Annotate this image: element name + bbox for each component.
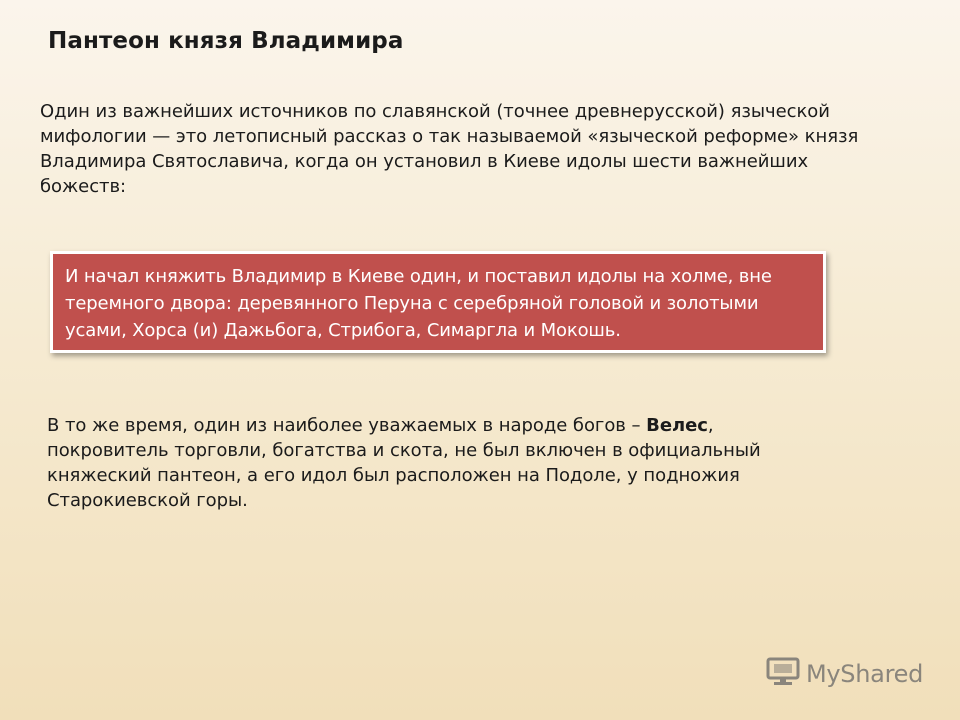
- chronicle-quote-text: И начал княжить Владимир в Киеве один, и поставил идолы на холме, вне теремного двора: деревянного Перуна с серебряной головой и золотыми усами, Хорса (и) Дажьбога, Стрибога, Симаргла и Мокошь.: [65, 266, 772, 341]
- myshared-logo-text: MyShared: [806, 660, 924, 688]
- veles-paragraph: [47, 413, 787, 513]
- myshared-logo[interactable]: [766, 656, 923, 692]
- veles-paragraph-end: , покровитель торговли, богатства и скота, не был включен в официальный княжеский пантеон, а его идол был расположен на Подоле, у подножия Старокиевской горы.: [47, 415, 761, 511]
- intro-paragraph: Один из важнейших источников по славянской (точнее древнерусской) языческой мифологии — это летописный рассказ о так называемой «языческой реформе» князя Владимира Святославича, когда он установил в Киеве идолы шести важнейших божеств:: [40, 101, 859, 197]
- slide-title: Пантеон князя Владимира: [48, 28, 404, 54]
- veles-paragraph-start: В то же время, один из наиболее уважаемых в народе богов –: [47, 415, 647, 436]
- chronicle-quote-box: [50, 251, 826, 353]
- veles-name: Велес: [646, 415, 708, 436]
- myshared-logo-icon: [766, 657, 800, 691]
